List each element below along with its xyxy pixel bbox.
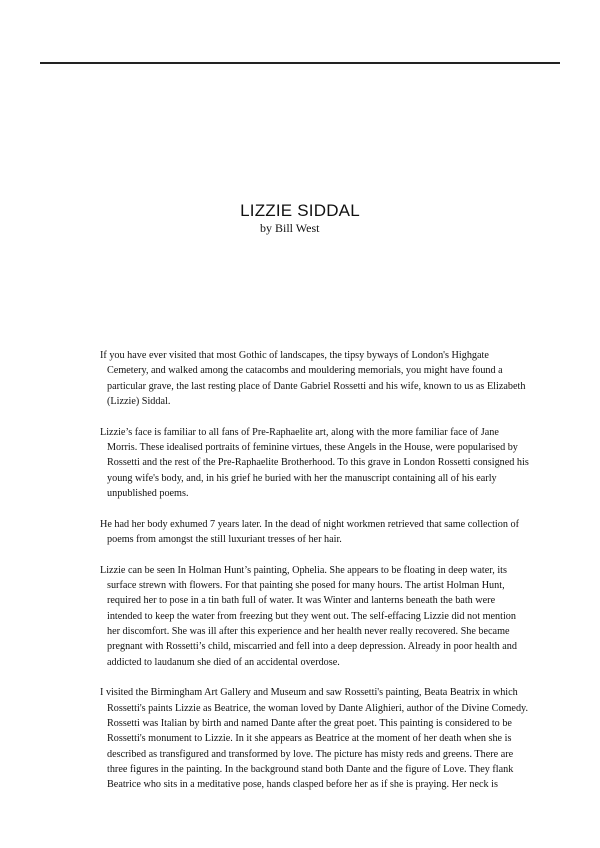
text-line: Beatrice who sits in a meditative pose, hands clasped before her as if she is praying. Her neck is: [107, 779, 498, 791]
text-line: young wife's body, and, in his grief he buried with her the manuscript containing all of his early: [107, 472, 497, 484]
text-line: required her to pose in a tin bath full of water. It was Winter and lanterns beneath the bath were: [107, 595, 496, 607]
text-line: Cemetery, and walked among the catacombs and mouldering memorials, you might have found a: [107, 365, 503, 377]
document-title: LIZZIE SIDDAL: [240, 201, 360, 220]
text-line: Lizzie’s face is familiar to all fans of Pre-Raphaelite art, along with the more familiar face of Jane: [100, 426, 499, 438]
paragraph: [100, 517, 530, 548]
text-line: Rossetti and the rest of the Pre-Raphaelite Brotherhood. To this grave in London Rossetti consigned his: [107, 457, 529, 469]
text-line: Morris. These idealised portraits of feminine virtues, these Angels in the House, were popularised by: [107, 441, 518, 453]
text-line: three figures in the painting. In the background stand both Dante and the figure of Love. They flank: [107, 763, 514, 775]
text-line: her discomfort. She was ill after this experience and her health never really recovered. She became: [107, 625, 510, 637]
paragraph: [100, 685, 530, 792]
text-line: poems from amongst the still luxuriant tresses of her hair.: [107, 533, 342, 545]
text-line: particular grave, the last resting place of Dante Gabriel Rossetti and his wife, known to us as Elizabeth: [107, 380, 526, 392]
header-rule: [40, 62, 560, 64]
text-line: Lizzie can be seen In Holman Hunt’s painting, Ophelia. She appears to be floating in deep water, its: [100, 564, 507, 576]
paragraph: [100, 348, 530, 409]
paragraph: [100, 425, 530, 501]
text-line: unpublished poems.: [107, 487, 189, 499]
text-line: (Lizzie) Siddal.: [107, 395, 171, 407]
text-line: intended to keep the water from freezing but they went out. The self-effacing Lizzie did not mention: [107, 610, 516, 622]
text-line: I visited the Birmingham Art Gallery and Museum and saw Rossetti's painting, Beata Beatrix in which: [100, 687, 518, 699]
text-line: He had her body exhumed 7 years later. In the dead of night workmen retrieved that same collection of: [100, 518, 519, 530]
text-line: Rossetti's monument to Lizzie. In it she appears as Beatrice at the moment of her death when she is: [107, 733, 512, 745]
text-line: pregnant with Rossetti’s child, miscarried and fell into a deep depression. Already in poor health and: [107, 641, 517, 653]
text-line: addicted to laudanum she died of an accidental overdose.: [107, 656, 340, 668]
text-line: described as transfigured and transformed by love. The picture has misty reds and greens. There are: [107, 748, 514, 760]
author-byline: by Bill West: [260, 221, 320, 235]
article-body: [100, 348, 530, 808]
text-line: Rossetti was Italian by birth and named Dante after the great poet. This painting is considered to be: [107, 717, 512, 729]
text-line: If you have ever visited that most Gothic of landscapes, the tipsy byways of London's Highgate: [100, 350, 489, 361]
paragraph: [100, 563, 530, 670]
text-line: Rossetti's paints Lizzie as Beatrice, the woman loved by Dante Alighieri, author of the Divine Comedy.: [107, 702, 529, 714]
text-line: surface strewn with flowers. For that painting she posed for many hours. The artist Holman Hunt,: [107, 580, 505, 592]
